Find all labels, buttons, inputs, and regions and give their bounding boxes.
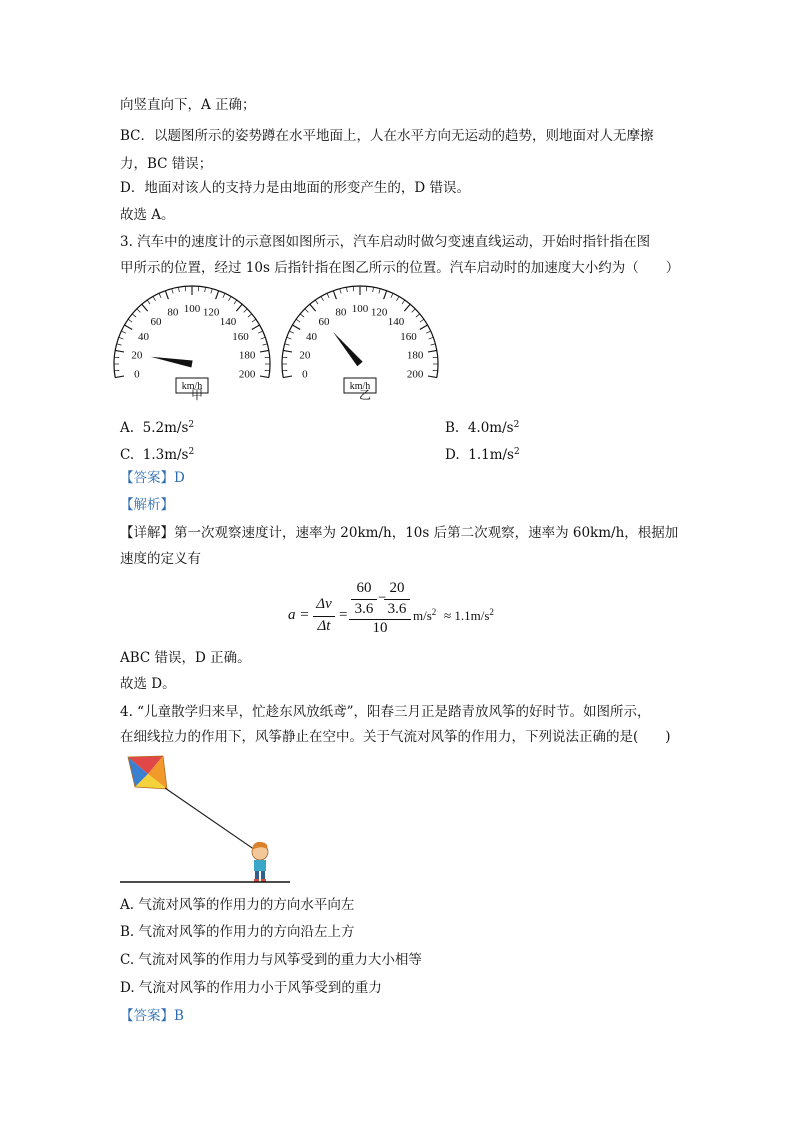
speedometer-tick [229, 296, 232, 300]
speedometer-tick-label: 60 [150, 316, 162, 329]
speedometer-tick [420, 325, 428, 330]
speedometer-tick [115, 376, 124, 378]
speedometer-tick-label: 20 [299, 349, 311, 362]
speedometer-tick [285, 344, 290, 345]
speedometer-tick-label: 80 [335, 306, 347, 319]
speedometer-tick [121, 331, 126, 333]
speedometer-tick [283, 350, 292, 352]
speedometer-tick [346, 287, 347, 292]
speedometer-tick [428, 350, 437, 352]
speedometer-tick-label: 200 [238, 368, 256, 381]
speedometer-tick [340, 289, 341, 294]
speedometer-tick [397, 296, 400, 300]
speedometer-tick-label: 40 [306, 331, 318, 343]
option-a: A. $5.2m/s^2$ [120, 420, 195, 436]
speedometer-tick [132, 314, 136, 317]
speedometer-tick [292, 325, 300, 330]
question-4-line-1: 4. “儿童散学归来早，忙趁东风放纸鸢”，阳春三月正是踏青放风筝的好时节。如图所示， [120, 704, 651, 720]
speedometer-tick [117, 344, 122, 345]
speedometer-tick [426, 331, 431, 333]
speedometer-tick-label: 80 [167, 306, 179, 319]
speedometer-tick [258, 331, 263, 333]
speedometer-tick [391, 293, 393, 298]
speedometer-tick [147, 300, 150, 304]
speedometer-tick [128, 319, 132, 322]
text-line-4: D．地面对该人的支持力是由地面的形变产生的，D 错误。 [120, 180, 470, 196]
speedometer-tick [384, 291, 387, 299]
speedometer-tick-label: 160 [232, 331, 249, 343]
speedometer-tick [373, 287, 374, 292]
kite-figure [115, 752, 315, 892]
speedometer-tick [315, 300, 318, 304]
acceleration-formula: a = Δv Δt = 60 3.6 − 20 3.6 10 $m/s^2$ ≈ $1.1m/s^2$ [288, 580, 494, 636]
option-4-a: A. 气流对风筝的作用力的方向水平向左 [120, 897, 355, 913]
speedometer-tick [236, 304, 242, 311]
speedometer-tick [234, 300, 237, 304]
speedometer-tick [287, 337, 292, 339]
speedometer-tick [223, 293, 225, 298]
speedometer-tick [289, 331, 294, 333]
option-b: B. $4.0m/s^2$ [445, 420, 520, 436]
speedometer-tick-label: 180 [238, 349, 256, 362]
speedometer-tick [428, 376, 437, 378]
speedometer-tick [283, 376, 292, 378]
text-line-5: 故选 A。 [120, 207, 175, 223]
speedometer-tick [260, 350, 269, 352]
speedometer-tick [416, 314, 420, 317]
speedometer-tick [115, 350, 124, 352]
speedometer-tick [300, 314, 304, 317]
speedometer-tick [263, 344, 268, 345]
speedometer-tick [260, 376, 269, 378]
kite-string [165, 788, 258, 852]
speedometer-tick [402, 300, 405, 304]
choose-d: 故选 D。 [120, 676, 176, 692]
option-d: D. $1.1m/s^2$ [445, 447, 520, 463]
speedometer-tick [159, 293, 161, 298]
caption-left: 甲 [191, 388, 204, 402]
unit-label: km/h [181, 381, 203, 392]
speedometer-tick [137, 309, 141, 313]
speedometer-tick [178, 287, 179, 292]
option-c: C. $1.3m/s^2$ [120, 447, 195, 463]
question-4-line-2: 在细线拉力的作用下，风筝静止在空中。关于气流对风筝的作用力，下列说法正确的是( ) [120, 729, 671, 745]
speedometer-tick-label: 0 [134, 368, 140, 381]
detail-3-line-1: 【详解】第一次观察速度计，速率为 20km/h，10s 后第二次观察，速率为 60km/h，根据加 [120, 525, 679, 541]
speedometer-tick [216, 291, 219, 299]
speedometer-tick [142, 304, 148, 311]
speedometer-tick [431, 344, 436, 345]
option-4-b: B. 气流对风筝的作用力的方向沿左上方 [120, 924, 355, 940]
speedometer-tick [165, 291, 168, 299]
child-figure [252, 842, 268, 882]
conclusion-abc: ABC 错误，D 正确。 [120, 650, 251, 666]
text-line-1: 向竖直向下，A 正确； [120, 97, 256, 113]
analysis-3: 【解析】 [120, 497, 174, 513]
speedometer-tick-label: 60 [318, 316, 330, 329]
speedometer-needle [151, 357, 193, 368]
caption-right: 乙 [359, 388, 372, 402]
speedometer-tick-label: 100 [183, 303, 201, 315]
text-line-3: 力，BC 错误； [120, 156, 213, 172]
speedometer-tick [310, 304, 316, 311]
question-3-line-1: 3. 汽车中的速度计的示意图如图所示，汽车启动时做匀变速直线运动，开始时指针指在图 [120, 234, 651, 250]
speedometer-tick [420, 319, 424, 322]
speedometer-tick-label: 160 [400, 331, 417, 343]
speedometer-tick-label: 200 [406, 368, 424, 381]
speedometer-tick [379, 289, 380, 294]
speedometer-needle [333, 332, 363, 366]
speedometer-tick [321, 296, 324, 300]
speedometer-tick-label: 100 [351, 303, 369, 315]
speedometer-tick [119, 337, 124, 339]
option-4-c: C. 气流对风筝的作用力与风筝受到的重力大小相等 [120, 952, 422, 968]
speedometer-tick-label: 120 [202, 306, 220, 319]
question-3-line-2: 甲所示的位置，经过 10s 后指针指在图乙所示的位置。汽车启动时的加速度大小约为（ ） [120, 260, 680, 276]
speedometer-tick-label: 0 [302, 368, 308, 381]
unit-label: km/h [349, 381, 371, 392]
answer-3: 【答案】D [120, 470, 185, 486]
detail-3-line-2: 速度的定义有 [120, 551, 201, 567]
speedometer-tick [429, 337, 434, 339]
speedometer-tick [333, 291, 336, 299]
speedometer-tick-label: 140 [219, 316, 237, 329]
speedometer-tick [124, 325, 132, 330]
speedometer-figures [112, 282, 472, 402]
speedometer-right [282, 286, 438, 393]
speedometer-tick [412, 309, 416, 313]
speedometer-tick [261, 337, 266, 339]
answer-4: 【答案】B [120, 1008, 184, 1024]
speedometer-left [114, 286, 270, 393]
speedometer-tick-label: 120 [370, 306, 388, 319]
speedometer-tick-label: 20 [131, 349, 143, 362]
speedometer-tick [296, 319, 300, 322]
speedometer-tick [248, 314, 252, 317]
speedometer-tick [153, 296, 156, 300]
text-line-2: BC．以题图所示的姿势蹲在水平地面上，人在水平方向无运动的趋势，则地面对人无摩擦 [120, 128, 654, 144]
speedometer-tick [327, 293, 329, 298]
speedometer-tick [172, 289, 173, 294]
speedometer-tick [252, 319, 256, 322]
speedometer-tick-label: 40 [138, 331, 150, 343]
option-4-d: D. 气流对风筝的作用力小于风筝受到的重力 [120, 980, 382, 996]
speedometer-tick [205, 287, 206, 292]
speedometer-tick [404, 304, 410, 311]
speedometer-tick [211, 289, 212, 294]
speedometer-tick [244, 309, 248, 313]
speedometer-tick [252, 325, 260, 330]
speedometer-tick-label: 180 [406, 349, 424, 362]
speedometer-tick [305, 309, 309, 313]
speedometer-tick-label: 140 [387, 316, 405, 329]
